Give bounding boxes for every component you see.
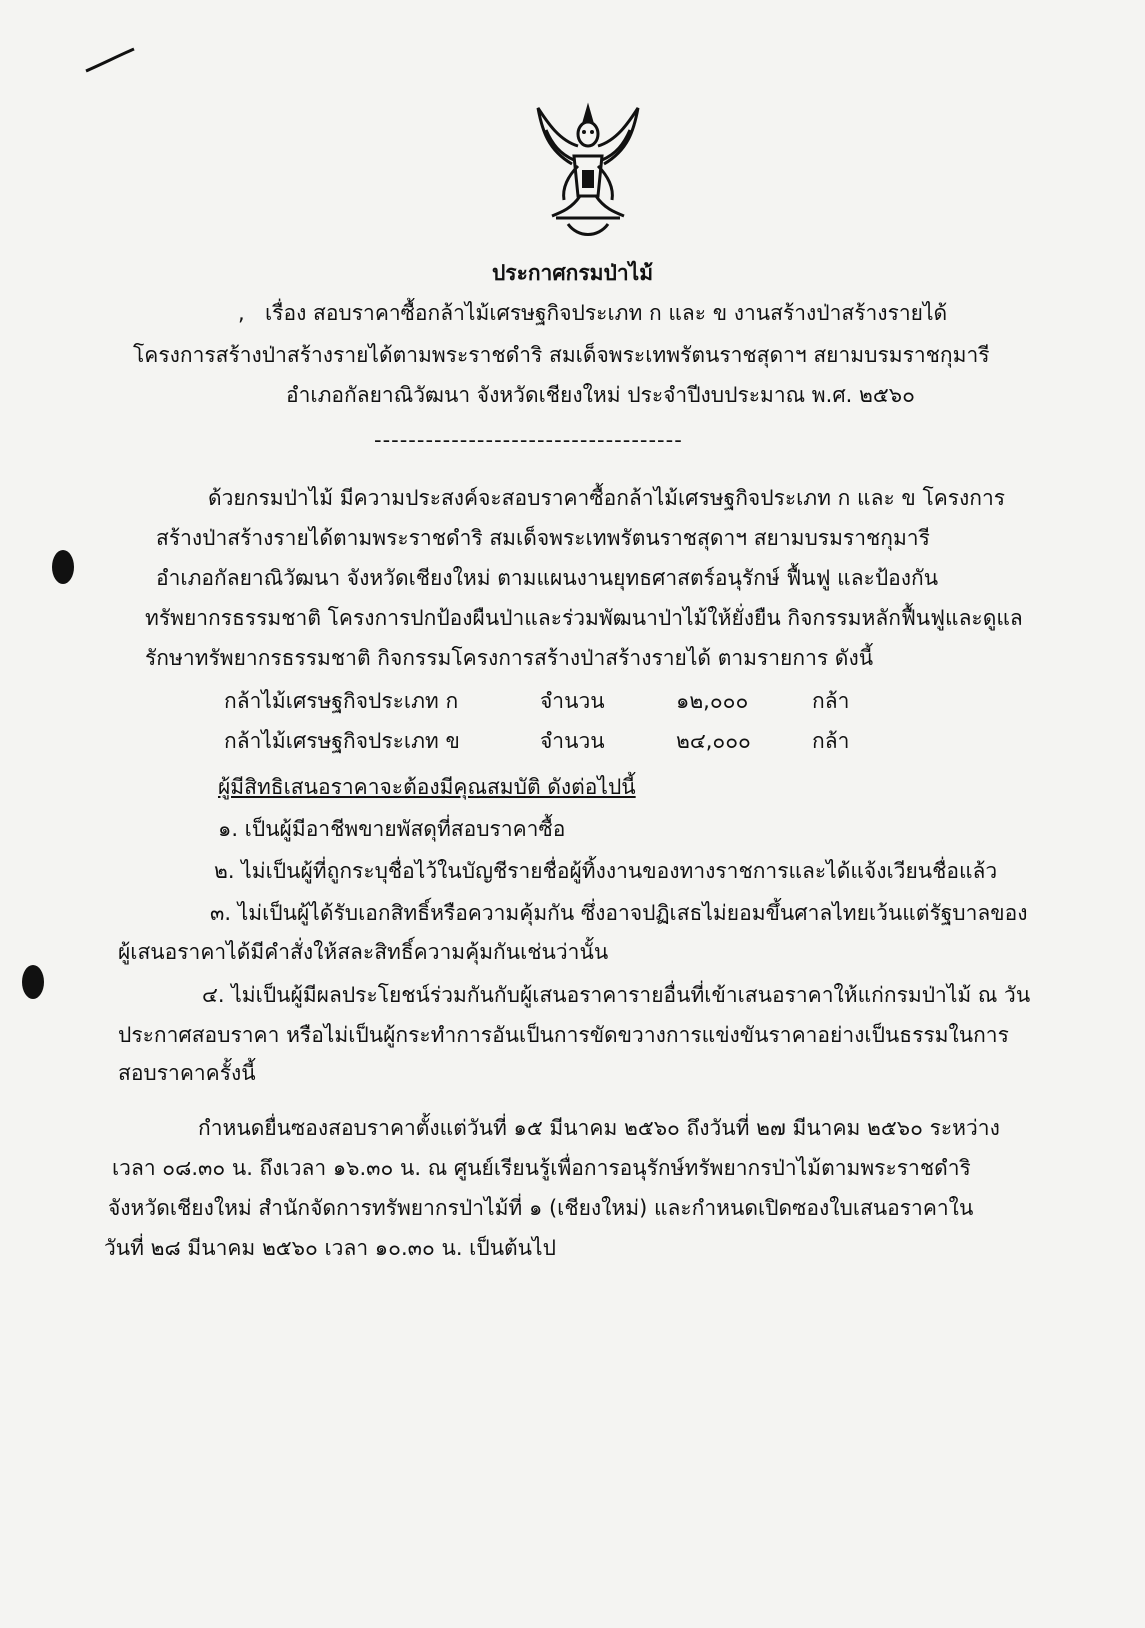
punch-hole-bottom — [22, 965, 44, 999]
punch-hole-top — [52, 550, 74, 584]
item-unit: กล้า — [812, 689, 850, 713]
intro-line-4: ทรัพยากรธรรมชาติ โครงการปกป้องผืนป่าและร่วมพัฒนาป่าไม้ให้ยั่งยืน กิจกรรมหลักฟื้นฟูและดูแล — [145, 606, 1023, 630]
item-qty: ๑๒,๐๐๐ — [676, 689, 749, 713]
intro-line-1: ด้วยกรมป่าไม้ มีความประสงค์จะสอบราคาซื้อกล้าไม้เศรษฐกิจประเภท ก และ ข โครงการ — [208, 486, 1006, 510]
schedule-line-4: วันที่ ๒๘ มีนาคม ๒๕๖๐ เวลา ๑๐.๓๐ น. เป็นต้นไป — [104, 1236, 556, 1260]
schedule-line-1: กำหนดยื่นซองสอบราคาตั้งแต่วันที่ ๑๕ มีนาคม ๒๕๖๐ ถึงวันที่ ๒๗ มีนาคม ๒๕๖๐ ระหว่าง — [198, 1116, 1000, 1140]
header-separator: ------------------------------------ — [374, 428, 683, 452]
qualification-4-line-3: สอบราคาครั้งนี้ — [118, 1061, 256, 1085]
item-name: กล้าไม้เศรษฐกิจประเภท ก — [224, 689, 459, 713]
item-qty: ๒๔,๐๐๐ — [676, 729, 751, 753]
item-row — [0, 726, 1145, 758]
intro-line-2: สร้างป่าสร้างรายได้ตามพระราชดำริ สมเด็จพระเทพรัตนราชสุดาฯ สยามบรมราชกุมารี — [156, 526, 930, 550]
schedule-line-3: จังหวัดเชียงใหม่ สำนักจัดการทรัพยากรป่าไม้ที่ ๑ (เชียงใหม่) และกำหนดเปิดซองใบเสนอราคาใน — [108, 1196, 974, 1220]
subject-line-1: เรื่อง สอบราคาซื้อกล้าไม้เศรษฐกิจประเภท ก และ ข งานสร้างป่าสร้างรายได้ — [265, 301, 948, 325]
qualification-3-line-2: ผู้เสนอราคาได้มีคำสั่งให้สละสิทธิ์ความคุ้มกันเช่นว่านั้น — [118, 940, 609, 964]
pen-mark — [80, 45, 140, 75]
item-qty-label: จำนวน — [540, 729, 605, 753]
subject-line-2: โครงการสร้างป่าสร้างรายได้ตามพระราชดำริ สมเด็จพระเทพรัตนราชสุดาฯ สยามบรมราชกุมารี — [133, 343, 990, 367]
intro-line-3: อำเภอกัลยาณิวัฒนา จังหวัดเชียงใหม่ ตามแผนงานยุทธศาสตร์อนุรักษ์ ฟื้นฟู และป้องกัน — [156, 566, 939, 590]
qualification-2: ๒. ไม่เป็นผู้ที่ถูกระบุชื่อไว้ในบัญชีรายชื่อผู้ทิ้งงานของทางราชการและได้แจ้งเวียนชื่อแล้ว — [214, 859, 998, 883]
item-name: กล้าไม้เศรษฐกิจประเภท ข — [224, 729, 460, 753]
qualification-3-line-1: ๓. ไม่เป็นผู้ได้รับเอกสิทธิ์หรือความคุ้มกัน ซึ่งอาจปฏิเสธไม่ยอมขึ้นศาลไทยเว้นแต่รัฐบาลของ — [210, 901, 1028, 925]
schedule-line-2: เวลา ๐๘.๓๐ น. ถึงเวลา ๑๖.๓๐ น. ณ ศูนย์เรียนรู้เพื่อการอนุรักษ์ทรัพยากรป่าไม้ตามพระราชดำริ — [112, 1156, 971, 1180]
qualification-4-line-2: ประกาศสอบราคา หรือไม่เป็นผู้กระทำการอันเป็นการขัดขวางการแข่งขันราคาอย่างเป็นธรรมในการ — [118, 1023, 1009, 1047]
item-unit: กล้า — [812, 729, 850, 753]
subject-line-3: อำเภอกัลยาณิวัฒนา จังหวัดเชียงใหม่ ประจำปีงบประมาณ พ.ศ. ๒๕๖๐ — [286, 383, 915, 407]
stray-comma: , — [238, 301, 245, 325]
qualification-4-line-1: ๔. ไม่เป็นผู้มีผลประโยชน์ร่วมกันกับผู้เสนอราคารายอื่นที่เข้าเสนอราคาให้แก่กรมป่าไม้ ณ วัน — [202, 983, 1031, 1007]
qualification-1: ๑. เป็นผู้มีอาชีพขายพัสดุที่สอบราคาซื้อ — [218, 817, 566, 841]
item-qty-label: จำนวน — [540, 689, 605, 713]
qualifications-heading: ผู้มีสิทธิเสนอราคาจะต้องมีคุณสมบัติ ดังต่อไปนี้ — [218, 775, 636, 799]
garuda-emblem-icon — [528, 100, 648, 250]
intro-line-5: รักษาทรัพยากรธรรมชาติ กิจกรรมโครงการสร้างป่าสร้างรายได้ ตามรายการ ดังนี้ — [145, 646, 874, 670]
item-row — [0, 686, 1145, 718]
document-title: ประกาศกรมป่าไม้ — [491, 261, 654, 285]
